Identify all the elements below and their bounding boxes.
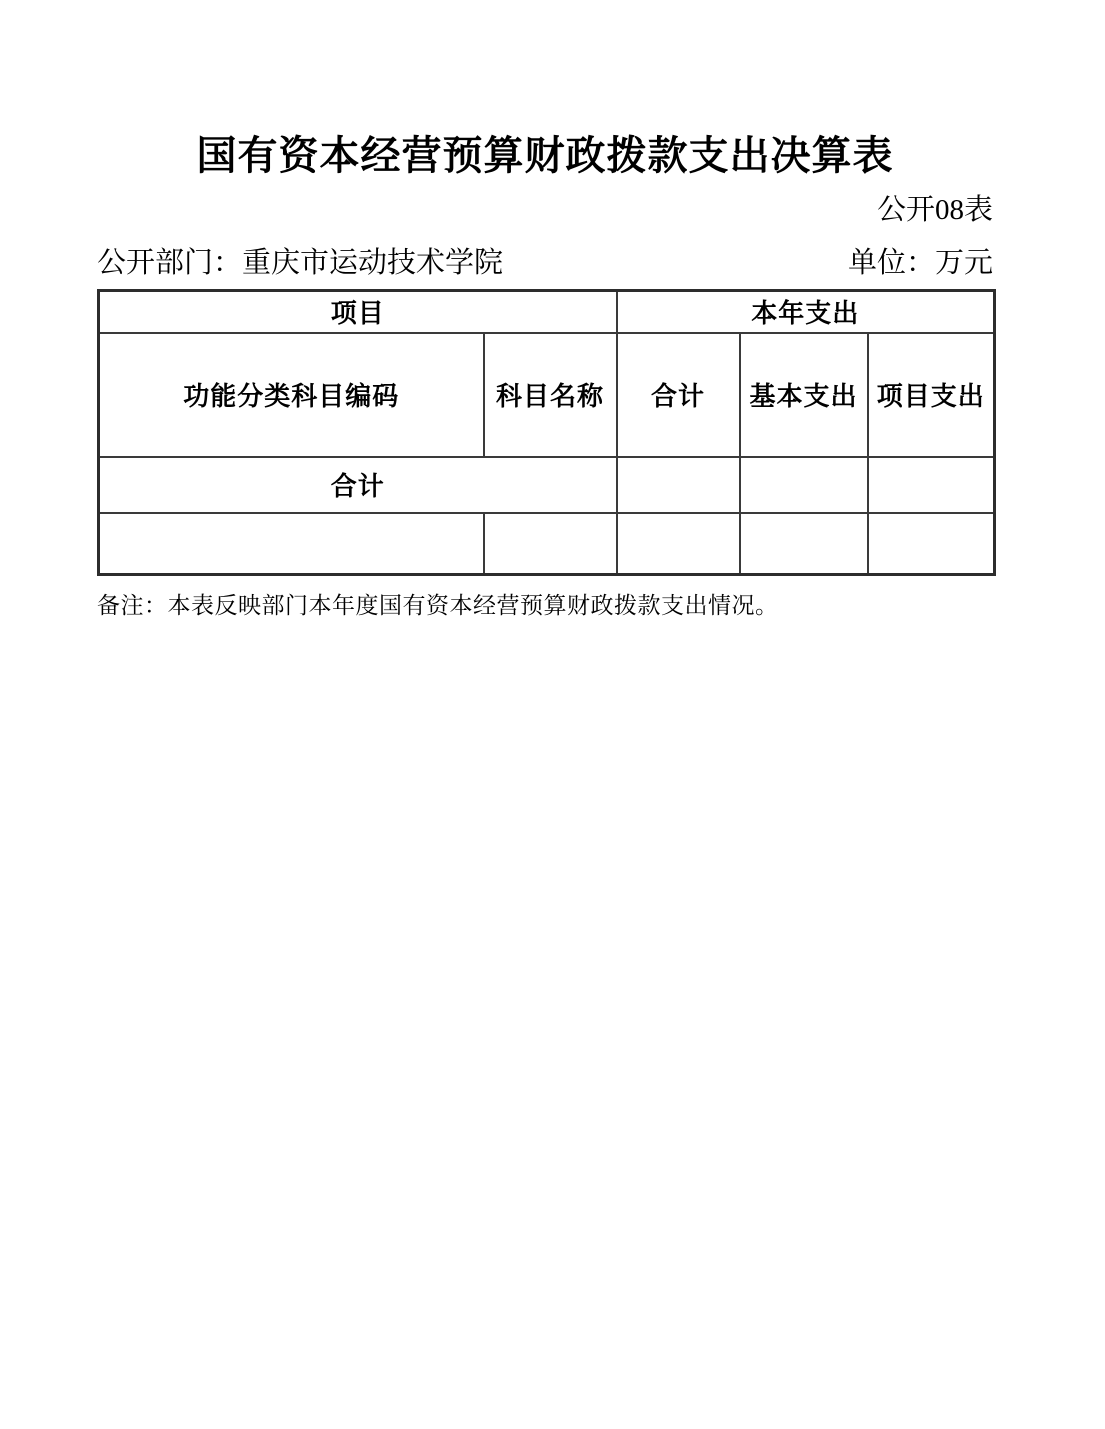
- department-label: 公开部门：: [97, 247, 243, 279]
- department-value: 重庆市运动技术学院: [242, 247, 504, 279]
- total-row-label: 合计: [99, 457, 617, 513]
- total-cell-basic: [740, 457, 868, 513]
- group-header-row: [99, 291, 995, 333]
- page-title: 国有资本经营预算财政拨款支出决算表: [196, 133, 894, 178]
- group-header-project: 项目: [99, 291, 617, 333]
- col-header-project-expenditure: 项目支出: [868, 333, 995, 457]
- data-row: [99, 513, 995, 575]
- table-code-label: 公开08表: [876, 194, 993, 226]
- data-cell-code: [99, 513, 484, 575]
- total-cell-sum: [617, 457, 740, 513]
- document-content: [97, 0, 993, 620]
- unit-line: [848, 246, 993, 280]
- col-header-subject-name: 科目名称: [484, 333, 617, 457]
- note-text: 备注：本表反映部门本年度国有资本经营预算财政拨款支出情况。: [97, 593, 779, 618]
- group-header-annual-expenditure: 本年支出: [617, 291, 995, 333]
- data-cell-name: [484, 513, 617, 575]
- unit-value: 万元: [934, 247, 993, 279]
- total-cell-project: [868, 457, 995, 513]
- total-row: [99, 457, 995, 513]
- col-header-total: 合计: [617, 333, 740, 457]
- data-cell-sum: [617, 513, 740, 575]
- department-line: [97, 246, 503, 280]
- data-cell-basic: [740, 513, 868, 575]
- unit-label: 单位：: [847, 247, 935, 279]
- column-header-row: [99, 333, 995, 457]
- data-cell-project: [868, 513, 995, 575]
- expenditure-table: [97, 289, 996, 576]
- meta-row: [97, 246, 993, 280]
- col-header-basic-expenditure: 基本支出: [740, 333, 868, 457]
- col-header-function-code: 功能分类科目编码: [99, 333, 484, 457]
